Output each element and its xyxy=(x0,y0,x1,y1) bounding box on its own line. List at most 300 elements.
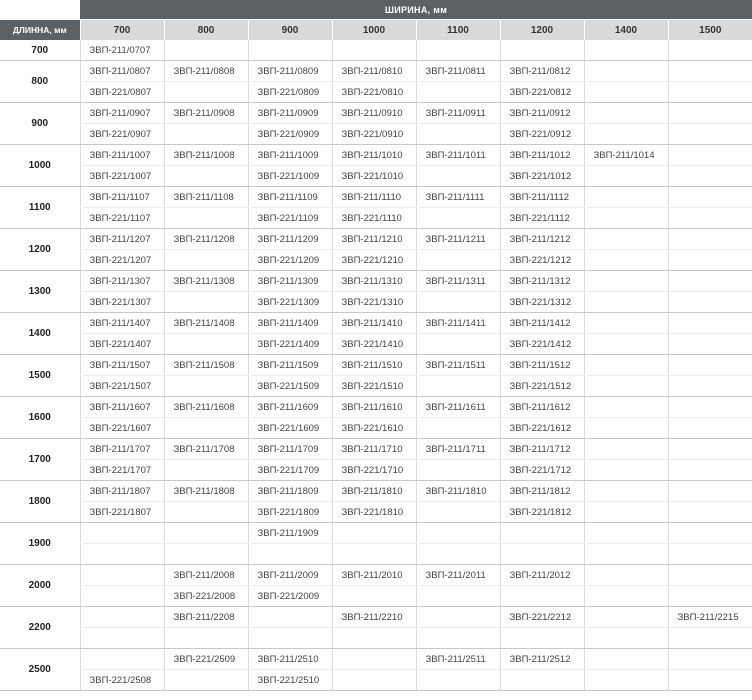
width-header-1400: 1400 xyxy=(584,20,668,41)
model-code-cell: ЗВП-221/1707 xyxy=(80,460,164,481)
model-code-cell: ЗВП-211/1909 xyxy=(248,523,332,544)
empty-cell xyxy=(416,418,500,439)
empty-cell xyxy=(668,544,752,565)
length-label: 1300 xyxy=(0,271,80,313)
empty-cell xyxy=(416,82,500,103)
empty-cell xyxy=(164,124,248,145)
model-code-cell: ЗВП-211/1212 xyxy=(500,229,584,250)
model-code-cell: ЗВП-211/1810 xyxy=(332,481,416,502)
model-code-cell: ЗВП-221/0809 xyxy=(248,82,332,103)
empty-cell xyxy=(668,40,752,61)
empty-cell xyxy=(164,670,248,691)
empty-cell xyxy=(164,502,248,523)
empty-cell xyxy=(584,82,668,103)
empty-cell xyxy=(332,628,416,649)
model-code-cell: ЗВП-211/2012 xyxy=(500,565,584,586)
model-code-cell: ЗВП-211/1609 xyxy=(248,397,332,418)
empty-cell xyxy=(164,523,248,544)
empty-cell xyxy=(248,607,332,628)
empty-cell xyxy=(80,649,164,670)
model-code-cell: ЗВП-221/1309 xyxy=(248,292,332,313)
empty-cell xyxy=(332,670,416,691)
empty-cell xyxy=(668,439,752,460)
width-header-1100: 1100 xyxy=(416,20,500,41)
model-code-cell: ЗВП-221/0810 xyxy=(332,82,416,103)
model-code-cell: ЗВП-221/1809 xyxy=(248,502,332,523)
empty-cell xyxy=(500,40,584,61)
table-row xyxy=(0,544,752,565)
model-code-cell: ЗВП-221/2510 xyxy=(248,670,332,691)
model-code-cell: ЗВП-211/0707 xyxy=(80,40,164,61)
empty-cell xyxy=(584,544,668,565)
model-code-cell: ЗВП-211/0912 xyxy=(500,103,584,124)
length-label: 800 xyxy=(0,61,80,103)
model-code-cell: ЗВП-211/2009 xyxy=(248,565,332,586)
length-label: 1600 xyxy=(0,397,80,439)
model-code-cell: ЗВП-211/0909 xyxy=(248,103,332,124)
empty-cell xyxy=(416,628,500,649)
table-row xyxy=(0,82,752,103)
model-code-cell: ЗВП-221/1210 xyxy=(332,250,416,271)
table-row xyxy=(0,481,752,502)
model-code-cell: ЗВП-211/1308 xyxy=(164,271,248,292)
length-label: 1400 xyxy=(0,313,80,355)
table-row xyxy=(0,607,752,628)
model-code-cell: ЗВП-221/1812 xyxy=(500,502,584,523)
model-code-cell: ЗВП-221/0907 xyxy=(80,124,164,145)
model-code-cell: ЗВП-211/1009 xyxy=(248,145,332,166)
table-row xyxy=(0,40,752,61)
empty-cell xyxy=(164,82,248,103)
model-code-cell: ЗВП-221/1212 xyxy=(500,250,584,271)
model-code-cell: ЗВП-221/1712 xyxy=(500,460,584,481)
model-code-cell: ЗВП-221/1409 xyxy=(248,334,332,355)
table-row xyxy=(0,376,752,397)
empty-cell xyxy=(416,40,500,61)
model-code-cell: ЗВП-211/1808 xyxy=(164,481,248,502)
empty-cell xyxy=(500,523,584,544)
table-row xyxy=(0,292,752,313)
empty-cell xyxy=(668,271,752,292)
model-code-cell: ЗВП-211/1014 xyxy=(584,145,668,166)
table-row xyxy=(0,502,752,523)
model-code-cell: ЗВП-221/1412 xyxy=(500,334,584,355)
model-code-cell: ЗВП-211/1709 xyxy=(248,439,332,460)
empty-cell xyxy=(164,166,248,187)
model-code-cell: ЗВП-221/1512 xyxy=(500,376,584,397)
model-code-cell: ЗВП-221/0909 xyxy=(248,124,332,145)
model-code-cell: ЗВП-211/1412 xyxy=(500,313,584,334)
table-row xyxy=(0,271,752,292)
model-code-cell: ЗВП-221/1612 xyxy=(500,418,584,439)
table-row xyxy=(0,523,752,544)
table-row xyxy=(0,124,752,145)
empty-cell xyxy=(668,460,752,481)
empty-cell xyxy=(584,460,668,481)
table-body xyxy=(0,40,752,691)
empty-cell xyxy=(80,544,164,565)
empty-cell xyxy=(80,607,164,628)
model-code-cell: ЗВП-221/1807 xyxy=(80,502,164,523)
model-code-cell: ЗВП-221/1010 xyxy=(332,166,416,187)
empty-cell xyxy=(584,187,668,208)
empty-cell xyxy=(584,355,668,376)
model-code-cell: ЗВП-211/1507 xyxy=(80,355,164,376)
empty-cell xyxy=(584,565,668,586)
width-header-700: 700 xyxy=(80,20,164,41)
empty-cell xyxy=(500,586,584,607)
header-corner-blank xyxy=(0,0,80,20)
empty-cell xyxy=(584,229,668,250)
table-row xyxy=(0,439,752,460)
model-code-cell: ЗВП-221/1510 xyxy=(332,376,416,397)
model-code-cell: ЗВП-211/1712 xyxy=(500,439,584,460)
empty-cell xyxy=(668,502,752,523)
model-code-cell: ЗВП-221/1709 xyxy=(248,460,332,481)
empty-cell xyxy=(164,250,248,271)
empty-cell xyxy=(584,670,668,691)
empty-cell xyxy=(668,523,752,544)
table-row xyxy=(0,166,752,187)
model-code-cell: ЗВП-211/1509 xyxy=(248,355,332,376)
empty-cell xyxy=(416,292,500,313)
table-row xyxy=(0,628,752,649)
empty-cell xyxy=(500,628,584,649)
empty-cell xyxy=(416,523,500,544)
empty-cell xyxy=(584,649,668,670)
model-code-cell: ЗВП-221/2212 xyxy=(500,607,584,628)
length-label: 2200 xyxy=(0,607,80,649)
model-code-cell: ЗВП-211/1711 xyxy=(416,439,500,460)
empty-cell xyxy=(500,544,584,565)
empty-cell xyxy=(668,418,752,439)
empty-cell xyxy=(668,61,752,82)
model-code-cell: ЗВП-211/2215 xyxy=(668,607,752,628)
table-row xyxy=(0,418,752,439)
model-code-cell: ЗВП-221/1410 xyxy=(332,334,416,355)
model-code-cell: ЗВП-221/1507 xyxy=(80,376,164,397)
model-code-cell: ЗВП-211/2208 xyxy=(164,607,248,628)
model-code-cell: ЗВП-211/1311 xyxy=(416,271,500,292)
model-code-cell: ЗВП-211/1309 xyxy=(248,271,332,292)
empty-cell xyxy=(584,334,668,355)
empty-cell xyxy=(584,271,668,292)
model-code-cell: ЗВП-211/1209 xyxy=(248,229,332,250)
empty-cell xyxy=(332,649,416,670)
model-code-cell: ЗВП-221/2009 xyxy=(248,586,332,607)
length-label: 1700 xyxy=(0,439,80,481)
model-code-cell: ЗВП-221/1607 xyxy=(80,418,164,439)
model-code-cell: ЗВП-211/1410 xyxy=(332,313,416,334)
model-code-cell: ЗВП-221/1312 xyxy=(500,292,584,313)
empty-cell xyxy=(668,670,752,691)
table-row xyxy=(0,397,752,418)
empty-cell xyxy=(164,418,248,439)
empty-cell xyxy=(668,292,752,313)
model-code-cell: ЗВП-211/1012 xyxy=(500,145,584,166)
empty-cell xyxy=(332,586,416,607)
model-code-cell: ЗВП-211/1007 xyxy=(80,145,164,166)
empty-cell xyxy=(80,523,164,544)
model-code-cell: ЗВП-221/1112 xyxy=(500,208,584,229)
model-code-cell: ЗВП-211/1112 xyxy=(500,187,584,208)
table-row xyxy=(0,334,752,355)
model-code-cell: ЗВП-211/1807 xyxy=(80,481,164,502)
empty-cell xyxy=(584,439,668,460)
length-label: 2000 xyxy=(0,565,80,607)
empty-cell xyxy=(668,208,752,229)
model-code-cell: ЗВП-211/1610 xyxy=(332,397,416,418)
empty-cell xyxy=(668,229,752,250)
length-label: 1100 xyxy=(0,187,80,229)
model-code-cell: ЗВП-211/2512 xyxy=(500,649,584,670)
empty-cell xyxy=(668,481,752,502)
model-code-cell: ЗВП-211/1211 xyxy=(416,229,500,250)
model-code-cell: ЗВП-221/1107 xyxy=(80,208,164,229)
model-code-cell: ЗВП-211/1810 xyxy=(416,481,500,502)
empty-cell xyxy=(584,607,668,628)
empty-cell xyxy=(416,124,500,145)
width-header-1200: 1200 xyxy=(500,20,584,41)
model-code-cell: ЗВП-221/1407 xyxy=(80,334,164,355)
empty-cell xyxy=(584,481,668,502)
model-code-cell: ЗВП-211/0808 xyxy=(164,61,248,82)
empty-cell xyxy=(584,523,668,544)
empty-cell xyxy=(416,334,500,355)
model-code-cell: ЗВП-211/1708 xyxy=(164,439,248,460)
empty-cell xyxy=(668,124,752,145)
empty-cell xyxy=(584,418,668,439)
model-code-cell: ЗВП-211/1110 xyxy=(332,187,416,208)
length-label: 2500 xyxy=(0,649,80,691)
model-code-cell: ЗВП-221/2509 xyxy=(164,649,248,670)
empty-cell xyxy=(584,40,668,61)
model-code-cell: ЗВП-211/1210 xyxy=(332,229,416,250)
empty-cell xyxy=(584,103,668,124)
empty-cell xyxy=(668,334,752,355)
table-row xyxy=(0,649,752,670)
model-code-cell: ЗВП-221/1207 xyxy=(80,250,164,271)
length-label: 1200 xyxy=(0,229,80,271)
empty-cell xyxy=(416,670,500,691)
table-row xyxy=(0,187,752,208)
width-header-900: 900 xyxy=(248,20,332,41)
width-title: ШИРИНА, мм xyxy=(80,0,752,20)
empty-cell xyxy=(668,82,752,103)
empty-cell xyxy=(584,628,668,649)
empty-cell xyxy=(80,565,164,586)
model-code-cell: ЗВП-211/2010 xyxy=(332,565,416,586)
empty-cell xyxy=(416,586,500,607)
empty-cell xyxy=(164,208,248,229)
empty-cell xyxy=(248,628,332,649)
model-code-cell: ЗВП-211/1707 xyxy=(80,439,164,460)
table-row xyxy=(0,145,752,166)
empty-cell xyxy=(668,166,752,187)
empty-cell xyxy=(584,292,668,313)
empty-cell xyxy=(584,313,668,334)
model-code-cell: ЗВП-211/2008 xyxy=(164,565,248,586)
empty-cell xyxy=(332,40,416,61)
model-code-cell: ЗВП-211/1710 xyxy=(332,439,416,460)
model-code-cell: ЗВП-211/1512 xyxy=(500,355,584,376)
table-row xyxy=(0,565,752,586)
length-label: 700 xyxy=(0,40,80,61)
model-code-cell: ЗВП-221/1209 xyxy=(248,250,332,271)
empty-cell xyxy=(668,376,752,397)
model-code-cell: ЗВП-221/1310 xyxy=(332,292,416,313)
length-title: ДЛИННА, мм xyxy=(0,20,80,41)
length-label: 1800 xyxy=(0,481,80,523)
model-code-cell: ЗВП-211/2011 xyxy=(416,565,500,586)
model-code-cell: ЗВП-211/1312 xyxy=(500,271,584,292)
table-row xyxy=(0,670,752,691)
empty-cell xyxy=(584,208,668,229)
model-code-cell: ЗВП-211/1409 xyxy=(248,313,332,334)
model-code-cell: ЗВП-211/1510 xyxy=(332,355,416,376)
model-code-cell: ЗВП-221/0910 xyxy=(332,124,416,145)
length-label: 1500 xyxy=(0,355,80,397)
table-row xyxy=(0,250,752,271)
model-code-cell: ЗВП-211/2510 xyxy=(248,649,332,670)
empty-cell xyxy=(416,250,500,271)
model-code-cell: ЗВП-221/1009 xyxy=(248,166,332,187)
empty-cell xyxy=(668,313,752,334)
model-code-cell: ЗВП-211/1008 xyxy=(164,145,248,166)
empty-cell xyxy=(332,544,416,565)
empty-cell xyxy=(584,376,668,397)
model-code-cell: ЗВП-221/0812 xyxy=(500,82,584,103)
model-code-cell: ЗВП-211/1508 xyxy=(164,355,248,376)
empty-cell xyxy=(668,145,752,166)
empty-cell xyxy=(668,628,752,649)
model-code-cell: ЗВП-221/1109 xyxy=(248,208,332,229)
model-code-cell: ЗВП-211/0809 xyxy=(248,61,332,82)
table-row xyxy=(0,229,752,250)
model-code-cell: ЗВП-221/1307 xyxy=(80,292,164,313)
model-code-cell: ЗВП-211/1310 xyxy=(332,271,416,292)
table-row xyxy=(0,208,752,229)
empty-cell xyxy=(164,40,248,61)
model-code-cell: ЗВП-221/0807 xyxy=(80,82,164,103)
model-code-cell: ЗВП-211/1107 xyxy=(80,187,164,208)
length-label: 1900 xyxy=(0,523,80,565)
model-code-cell: ЗВП-211/0811 xyxy=(416,61,500,82)
empty-cell xyxy=(164,628,248,649)
model-code-cell: ЗВП-221/1610 xyxy=(332,418,416,439)
model-code-cell: ЗВП-221/1810 xyxy=(332,502,416,523)
model-code-cell: ЗВП-211/1411 xyxy=(416,313,500,334)
model-code-cell: ЗВП-211/1608 xyxy=(164,397,248,418)
empty-cell xyxy=(584,61,668,82)
table-header xyxy=(0,0,752,40)
model-code-cell: ЗВП-211/0810 xyxy=(332,61,416,82)
empty-cell xyxy=(248,40,332,61)
model-code-cell: ЗВП-221/2008 xyxy=(164,586,248,607)
empty-cell xyxy=(164,544,248,565)
model-code-cell: ЗВП-211/0907 xyxy=(80,103,164,124)
table-row xyxy=(0,313,752,334)
model-code-cell: ЗВП-211/0812 xyxy=(500,61,584,82)
empty-cell xyxy=(164,376,248,397)
model-code-cell: ЗВП-211/1307 xyxy=(80,271,164,292)
empty-cell xyxy=(668,649,752,670)
empty-cell xyxy=(416,460,500,481)
model-code-cell: ЗВП-211/1408 xyxy=(164,313,248,334)
model-code-cell: ЗВП-211/1207 xyxy=(80,229,164,250)
empty-cell xyxy=(416,166,500,187)
empty-cell xyxy=(668,103,752,124)
empty-cell xyxy=(164,460,248,481)
model-code-cell: ЗВП-211/0910 xyxy=(332,103,416,124)
empty-cell xyxy=(584,586,668,607)
model-code-cell: ЗВП-211/0908 xyxy=(164,103,248,124)
model-code-cell: ЗВП-221/1110 xyxy=(332,208,416,229)
model-code-cell: ЗВП-221/1609 xyxy=(248,418,332,439)
width-header-1500: 1500 xyxy=(668,20,752,41)
model-code-cell: ЗВП-221/1007 xyxy=(80,166,164,187)
model-code-cell: ЗВП-211/2511 xyxy=(416,649,500,670)
model-code-cell: ЗВП-211/1612 xyxy=(500,397,584,418)
model-code-cell: ЗВП-221/0912 xyxy=(500,124,584,145)
empty-cell xyxy=(584,124,668,145)
empty-cell xyxy=(584,166,668,187)
empty-cell xyxy=(668,565,752,586)
model-code-cell: ЗВП-221/1012 xyxy=(500,166,584,187)
empty-cell xyxy=(668,397,752,418)
empty-cell xyxy=(80,628,164,649)
model-code-cell: ЗВП-211/1111 xyxy=(416,187,500,208)
table-row xyxy=(0,103,752,124)
width-header-1000: 1000 xyxy=(332,20,416,41)
model-code-cell: ЗВП-211/1809 xyxy=(248,481,332,502)
table-row xyxy=(0,61,752,82)
model-code-cell: ЗВП-211/1010 xyxy=(332,145,416,166)
empty-cell xyxy=(584,250,668,271)
empty-cell xyxy=(416,208,500,229)
model-code-cell: ЗВП-211/0807 xyxy=(80,61,164,82)
table-row xyxy=(0,460,752,481)
model-code-cell: ЗВП-211/0911 xyxy=(416,103,500,124)
empty-cell xyxy=(416,376,500,397)
empty-cell xyxy=(668,586,752,607)
model-code-cell: ЗВП-221/1509 xyxy=(248,376,332,397)
empty-cell xyxy=(248,544,332,565)
model-code-cell: ЗВП-211/1407 xyxy=(80,313,164,334)
empty-cell xyxy=(668,187,752,208)
table-row xyxy=(0,586,752,607)
model-code-cell: ЗВП-211/1812 xyxy=(500,481,584,502)
length-label: 1000 xyxy=(0,145,80,187)
empty-cell xyxy=(500,670,584,691)
empty-cell xyxy=(416,607,500,628)
model-code-cell: ЗВП-211/1611 xyxy=(416,397,500,418)
model-code-cell: ЗВП-211/1208 xyxy=(164,229,248,250)
model-code-cell: ЗВП-211/1607 xyxy=(80,397,164,418)
empty-cell xyxy=(164,334,248,355)
model-code-cell: ЗВП-211/1109 xyxy=(248,187,332,208)
table-row xyxy=(0,355,752,376)
empty-cell xyxy=(668,250,752,271)
empty-cell xyxy=(164,292,248,313)
model-code-cell: ЗВП-211/2210 xyxy=(332,607,416,628)
empty-cell xyxy=(416,502,500,523)
length-label: 900 xyxy=(0,103,80,145)
empty-cell xyxy=(80,586,164,607)
model-code-cell: ЗВП-211/1011 xyxy=(416,145,500,166)
model-code-cell: ЗВП-211/1511 xyxy=(416,355,500,376)
width-header-800: 800 xyxy=(164,20,248,41)
